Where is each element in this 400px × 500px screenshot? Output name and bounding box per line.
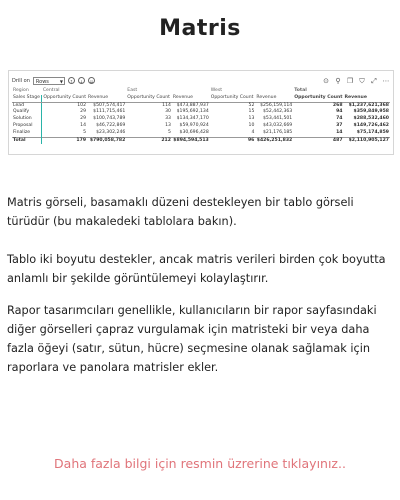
cell[interactable]: $1,237,621,368: [348, 102, 389, 108]
focus-icon[interactable]: ⤢: [371, 76, 377, 85]
column-header-revenue[interactable]: Revenue: [87, 95, 126, 102]
column-header-revenue[interactable]: Revenue: [172, 95, 210, 102]
cell[interactable]: $2,110,905,127: [344, 137, 390, 144]
paragraph-intro: Matris görseli, basamaklı düzeni destekleyen bir tablo görseli türüdür (bu makaledeki tablolara bakın).: [7, 196, 354, 228]
drill-mode-icon[interactable]: ⊙: [323, 76, 329, 85]
cell[interactable]: 14: [336, 129, 343, 135]
cell[interactable]: 52: [248, 102, 255, 108]
cell[interactable]: $790,058,782: [87, 137, 126, 144]
cell[interactable]: 179: [42, 137, 87, 144]
drill-down-icon[interactable]: ↓: [79, 79, 84, 84]
more-icon[interactable]: ⋯: [382, 76, 390, 85]
matrix-visual-screenshot[interactable]: [8, 70, 394, 155]
cell[interactable]: 5: [42, 130, 87, 137]
cell[interactable]: 10: [248, 122, 255, 128]
region-header: Region: [13, 88, 29, 93]
pin-icon[interactable]: ⚲: [335, 76, 341, 85]
drill-on-select[interactable]: [33, 77, 65, 85]
cell[interactable]: 4: [251, 129, 255, 135]
cell[interactable]: 268: [332, 102, 343, 108]
cell[interactable]: $256,159,114: [260, 102, 293, 108]
cell[interactable]: 74: [336, 116, 343, 122]
cell[interactable]: $195,692,134: [176, 109, 209, 115]
cell[interactable]: $52,442,363: [263, 109, 293, 115]
column-header-revenue[interactable]: Revenue: [344, 95, 390, 102]
group-header-central: Central: [42, 88, 60, 93]
cell[interactable]: 212: [126, 137, 172, 144]
row-label: Total: [12, 137, 42, 144]
cell[interactable]: 487: [293, 137, 343, 144]
total-row[interactable]: [12, 137, 390, 144]
cell[interactable]: $473,887,937: [176, 102, 209, 108]
cell[interactable]: $23,302,246: [96, 129, 126, 135]
table-row[interactable]: [12, 123, 390, 130]
cell[interactable]: 94: [336, 109, 343, 115]
column-header-opportunity[interactable]: Opportunity Count: [210, 95, 256, 102]
cell[interactable]: 37: [336, 122, 343, 128]
more-info-link[interactable]: Daha fazla bilgi için resmin üzrerine tıklayınız..: [54, 456, 346, 471]
drill-on-label: Drill on: [12, 77, 30, 84]
cell[interactable]: 33: [165, 116, 171, 122]
cell[interactable]: $134,347,170: [176, 116, 209, 122]
table-row[interactable]: [12, 130, 390, 137]
group-header-total: Total: [294, 88, 307, 93]
matrix-toolbar: [12, 74, 390, 87]
cell[interactable]: $426,251,832: [256, 137, 293, 143]
cell[interactable]: 30: [165, 109, 171, 115]
row-label: Proposal: [13, 122, 33, 128]
filter-icon[interactable]: ⛉: [359, 76, 365, 85]
cell[interactable]: $46,722,869: [96, 122, 126, 128]
column-header-opportunity[interactable]: Opportunity Count: [293, 95, 343, 102]
paragraph-usage: Rapor tasarımcıları genellikle, kullanıcıların bir rapor sayfasındaki diğer görselleri çapraz vurgulamak için matristeki bir veya daha fazla öğeyi (satır, sütun, hücre) seçmesine olanak sağlamak için raporlara ve panolara matrisler ekler.: [7, 304, 377, 374]
row-label: Qualify: [13, 109, 30, 115]
cell[interactable]: $507,574,417: [93, 102, 126, 108]
cell[interactable]: $149,726,462: [353, 122, 389, 128]
table-row[interactable]: [12, 116, 390, 123]
chevron-down-icon: ▼: [59, 78, 63, 84]
drill-up-icon[interactable]: ↑: [69, 79, 74, 84]
cell[interactable]: 13: [165, 122, 171, 128]
cell[interactable]: $59,970,924: [179, 122, 209, 128]
cell[interactable]: 14: [42, 123, 87, 130]
cell[interactable]: 102: [42, 102, 87, 109]
cell[interactable]: 29: [42, 109, 87, 116]
cell[interactable]: $100,743,789: [93, 116, 126, 122]
cell[interactable]: 15: [248, 109, 255, 115]
row-label: Lead: [13, 102, 25, 108]
cell[interactable]: $359,849,958: [353, 109, 389, 115]
group-header-west: West: [210, 88, 223, 93]
column-header-opportunity[interactable]: Opportunity Count: [42, 95, 87, 102]
cell[interactable]: $53,441,501: [263, 116, 293, 122]
paragraph-dimensions: Tablo iki boyutu destekler, ancak matris verileri birden çok boyutta anlamlı bir şekilde görüntülemeyi kolaylaştırır.: [7, 253, 386, 285]
cell[interactable]: 13: [248, 116, 255, 122]
expand-icon[interactable]: ⇊: [89, 79, 94, 84]
column-header-opportunity[interactable]: Opportunity Count: [126, 95, 172, 102]
row-label: Finalize: [13, 129, 31, 135]
group-header-east: East: [127, 88, 138, 93]
cell[interactable]: $21,176,185: [263, 129, 293, 135]
drill-on-value: Rows: [35, 78, 49, 85]
sales-stage-header: Sales Stage: [12, 95, 42, 102]
page-title: Matris: [159, 16, 241, 41]
cell[interactable]: 96: [210, 137, 256, 144]
cell[interactable]: 29: [42, 116, 87, 123]
cell[interactable]: $111,715,461: [93, 109, 126, 115]
cell[interactable]: $288,532,460: [353, 116, 389, 122]
cell[interactable]: $43,032,669: [263, 122, 293, 128]
column-header-revenue[interactable]: Revenue: [255, 95, 293, 102]
cell[interactable]: $894,594,513: [173, 137, 209, 143]
cell[interactable]: 114: [162, 102, 171, 108]
row-label: Solution: [13, 116, 32, 122]
cell[interactable]: $30,696,428: [179, 129, 209, 135]
copy-icon[interactable]: ❐: [346, 76, 354, 85]
matrix-table: [12, 88, 390, 144]
cell[interactable]: $75,174,859: [356, 129, 389, 135]
cell[interactable]: 5: [167, 129, 171, 135]
